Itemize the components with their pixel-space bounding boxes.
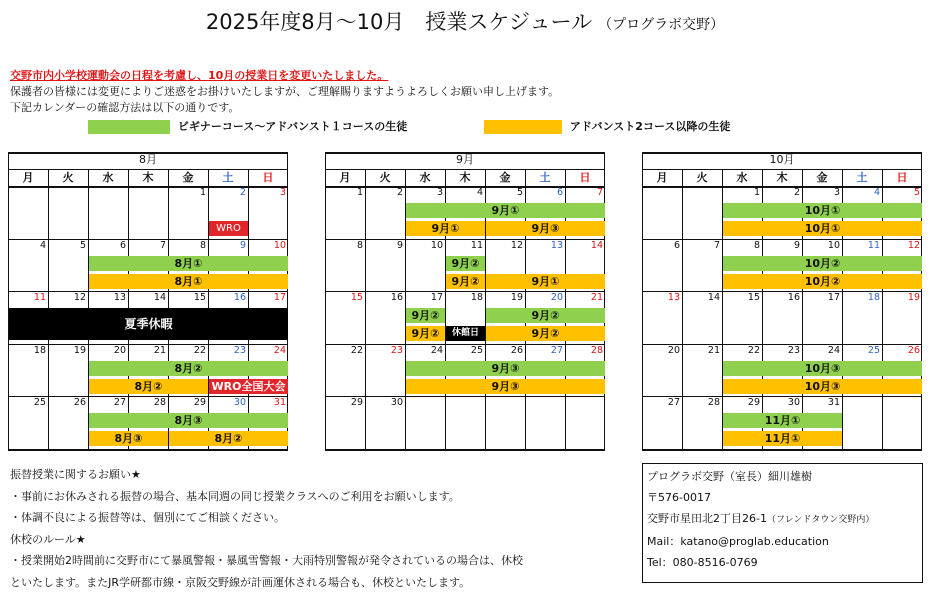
grid-line (325, 449, 605, 451)
weekday-header: 水 (419, 171, 431, 184)
contact-mail[interactable]: Mail：katano@proglab.education (647, 535, 829, 548)
weekday-header: 土 (222, 171, 234, 184)
calendar-september (325, 152, 605, 449)
contact-address-note: （フレンドタウン交野内） (766, 515, 875, 525)
day-number: 3 (436, 187, 443, 198)
day-number: 1 (356, 187, 363, 198)
day-number: 3 (833, 187, 840, 198)
day-number: 21 (707, 344, 720, 356)
day-number: 23 (390, 344, 403, 356)
day-number: 27 (667, 397, 680, 409)
day-number: 23 (233, 344, 246, 356)
day-number: 27 (550, 344, 563, 356)
day-number: 27 (113, 397, 126, 409)
contact-name: プログラボ交野（室長）細川雄樹 (647, 470, 812, 483)
schedule-bar: 9月① (486, 274, 605, 289)
day-number: 18 (33, 344, 46, 356)
day-number: 6 (119, 239, 126, 251)
schedule-bar: 9月② (446, 256, 485, 271)
weekday-header: 金 (816, 171, 828, 184)
schedule-bar: 9月② (446, 274, 485, 289)
day-number: 10 (430, 239, 443, 251)
day-number: 17 (430, 292, 443, 304)
day-number: 26 (73, 397, 86, 409)
legend-label-beginner: ビギナーコース～アドバンスト１コースの生徒 (177, 120, 408, 133)
weekday-header: 火 (379, 171, 391, 184)
day-number: 15 (193, 292, 206, 304)
day-number: 30 (787, 397, 800, 409)
calendar-october (642, 152, 922, 449)
day-number: 31 (273, 397, 286, 409)
schedule-bar: 9月② (486, 326, 605, 341)
schedule-bar: 10月② (723, 274, 922, 289)
notice-apology: 保護者の皆様には変更によりご迷惑をお掛けいたしますが、ご理解賜りますようよろしくお願い申し上げます。 (10, 85, 560, 98)
day-number: 29 (350, 397, 363, 409)
day-number: 6 (556, 187, 563, 198)
weekday-header: 金 (182, 171, 194, 184)
day-number: 9 (396, 239, 403, 251)
day-number: 12 (73, 292, 86, 304)
day-number: 15 (350, 292, 363, 304)
weekday-header: 火 (696, 171, 708, 184)
rules (10, 464, 523, 593)
legend-swatch-green (88, 120, 170, 134)
title-sub: （プログラボ交野） (598, 17, 725, 33)
day-number: 25 (33, 397, 46, 409)
notice-change: 交野市内小学校運動会の日程を考慮し、10月の授業日を変更いたしました。 (10, 69, 389, 82)
day-number: 8 (753, 239, 760, 251)
contact-address: 交野市星田北2丁目26-1 (647, 512, 767, 525)
schedule-bar: 8月③ (89, 413, 288, 428)
day-number: 20 (667, 344, 680, 356)
day-number: 16 (787, 292, 800, 304)
weekday-header: 木 (142, 171, 154, 184)
rule-heading-transfer: 振替授業に関するお願い★ (10, 468, 141, 481)
day-number: 9 (239, 239, 246, 251)
day-number: 23 (787, 344, 800, 356)
day-number: 2 (396, 187, 403, 198)
day-number: 22 (350, 344, 363, 356)
day-number: 30 (233, 397, 246, 409)
calendar-august (8, 152, 288, 449)
schedule-bar: 9月③ (406, 361, 605, 376)
day-number: 31 (827, 397, 840, 409)
day-number: 26 (907, 344, 920, 356)
weekday-header: 土 (856, 171, 868, 184)
weekday-header: 水 (736, 171, 748, 184)
day-number: 19 (73, 344, 86, 356)
schedule-bar: WRO全国大会 (209, 379, 288, 394)
grid-line (642, 449, 922, 451)
notice (10, 68, 559, 116)
rule-transfer-2: ・体調不良による振替等は、個別にてご相談ください。 (10, 511, 285, 524)
notice-howto: 下記カレンダーの確認方法は以下の通りです。 (10, 101, 240, 114)
schedule-bar: 休館日 (446, 326, 485, 341)
schedule-bar: 10月③ (723, 361, 922, 376)
schedule-bar: 8月② (89, 361, 288, 376)
legend-swatch-orange (484, 120, 562, 134)
weekday-header: 木 (776, 171, 788, 184)
day-number: 15 (747, 292, 760, 304)
day-number: 29 (193, 397, 206, 409)
day-number: 20 (550, 292, 563, 304)
day-number: 9 (793, 239, 800, 251)
month-name: 9月 (456, 153, 474, 166)
day-number: 24 (430, 344, 443, 356)
contact-postal: 〒576-0017 (647, 491, 711, 504)
day-number: 16 (390, 292, 403, 304)
day-number: 11 (867, 239, 880, 251)
legend-advanced (484, 118, 730, 134)
schedule-bar: 10月③ (723, 379, 922, 394)
day-number: 26 (510, 344, 523, 356)
schedule-bar: WRO (209, 221, 248, 236)
day-number: 13 (667, 292, 680, 304)
schedule-bar: 9月③ (486, 221, 605, 236)
day-number: 29 (747, 397, 760, 409)
legend-label-advanced: アドバンスト2コース以降の生徒 (569, 120, 731, 133)
day-number: 24 (273, 344, 286, 356)
title-main: 2025年度8月～10月 授業スケジュール (205, 10, 593, 34)
weekday-header: 月 (656, 171, 668, 184)
schedule-bar: 9月① (406, 221, 485, 236)
day-number: 7 (159, 239, 166, 251)
schedule-bar: 9月② (406, 326, 445, 341)
weekday-header: 日 (579, 171, 591, 184)
month-name: 10月 (769, 153, 795, 166)
day-number: 30 (390, 397, 403, 409)
day-number: 11 (470, 239, 483, 251)
contact-address-line (647, 508, 918, 531)
schedule-bar: 8月② (89, 379, 208, 394)
schedule-bar: 夏季休暇 (9, 308, 288, 340)
rule-transfer-1: ・事前にお休みされる振替の場合、基本同週の同じ授業クラスへのご利用をお願いします。 (10, 489, 460, 503)
grid-line (8, 449, 288, 451)
weekday-header: 日 (896, 171, 908, 184)
weekday-header: 月 (22, 171, 34, 184)
day-number: 12 (907, 239, 920, 251)
schedule-bar: 8月① (89, 256, 288, 271)
weekday-header: 金 (499, 171, 511, 184)
schedule-bar: 11月① (723, 431, 842, 446)
schedule-bar: 9月① (406, 203, 605, 218)
day-number: 8 (199, 239, 206, 251)
day-number: 2 (793, 187, 800, 198)
weekday-header: 日 (262, 171, 274, 184)
schedule-bar: 8月② (169, 431, 288, 446)
schedule-bar: 10月② (723, 256, 922, 271)
day-number: 10 (273, 239, 286, 251)
day-number: 13 (550, 239, 563, 251)
day-number: 8 (356, 239, 363, 251)
day-number: 25 (867, 344, 880, 356)
weekday-header: 土 (539, 171, 551, 184)
contact-tel[interactable]: Tel：080-8516-0769 (647, 556, 758, 569)
day-number: 10 (827, 239, 840, 251)
day-number: 5 (516, 187, 523, 198)
weekday-header: 月 (339, 171, 351, 184)
day-number: 22 (193, 344, 206, 356)
day-number: 12 (510, 239, 523, 251)
day-number: 14 (590, 239, 603, 251)
day-number: 14 (707, 292, 720, 304)
page-title (0, 6, 930, 36)
day-number: 1 (753, 187, 760, 198)
schedule-bar: 10月① (723, 221, 922, 236)
schedule-bar: 9月② (406, 308, 445, 323)
day-number: 13 (113, 292, 126, 304)
weekday-header: 木 (459, 171, 471, 184)
day-number: 5 (913, 187, 920, 198)
day-number: 11 (33, 292, 46, 304)
rule-heading-closure: 休校のルール★ (10, 532, 86, 546)
day-number: 24 (827, 344, 840, 356)
day-number: 18 (867, 292, 880, 304)
day-number: 28 (153, 397, 166, 409)
day-number: 2 (239, 187, 246, 198)
contact-box (642, 463, 923, 583)
schedule-bar: 8月① (89, 274, 288, 289)
month-name: 8月 (139, 153, 157, 166)
day-number: 4 (873, 187, 880, 198)
day-number: 14 (153, 292, 166, 304)
day-number: 16 (233, 292, 246, 304)
schedule-bar: 9月② (486, 308, 605, 323)
schedule-bar: 10月① (723, 203, 922, 218)
rule-closure-1: ・授業開始2時間前に交野市にて暴風警報・暴風雪警報・大雨特別警報が発令されているの場合は、休校 (10, 554, 523, 567)
schedule-bar: 9月③ (406, 379, 605, 394)
day-number: 6 (673, 239, 680, 251)
day-number: 22 (747, 344, 760, 356)
day-number: 7 (713, 239, 720, 251)
day-number: 3 (279, 187, 286, 198)
day-number: 4 (39, 239, 46, 251)
day-number: 21 (590, 292, 603, 304)
day-number: 21 (153, 344, 166, 356)
day-number: 19 (510, 292, 523, 304)
schedule-bar: 11月① (723, 413, 842, 428)
schedule-bar: 8月③ (89, 431, 168, 446)
day-number: 7 (596, 187, 603, 198)
day-number: 5 (79, 239, 86, 251)
day-number: 17 (273, 292, 286, 304)
rule-closure-2: といたします。またJR学研都市線・京阪交野線が計画運休される場合も、休校といたします。 (10, 575, 471, 589)
day-number: 25 (470, 344, 483, 356)
day-number: 18 (470, 292, 483, 304)
day-number: 1 (199, 187, 206, 198)
day-number: 28 (707, 397, 720, 409)
weekday-header: 火 (62, 171, 74, 184)
day-number: 17 (827, 292, 840, 304)
legend-beginner (88, 118, 407, 134)
weekday-header: 水 (102, 171, 114, 184)
day-number: 28 (590, 344, 603, 356)
day-number: 20 (113, 344, 126, 356)
day-number: 19 (907, 292, 920, 304)
day-number: 4 (476, 187, 483, 198)
